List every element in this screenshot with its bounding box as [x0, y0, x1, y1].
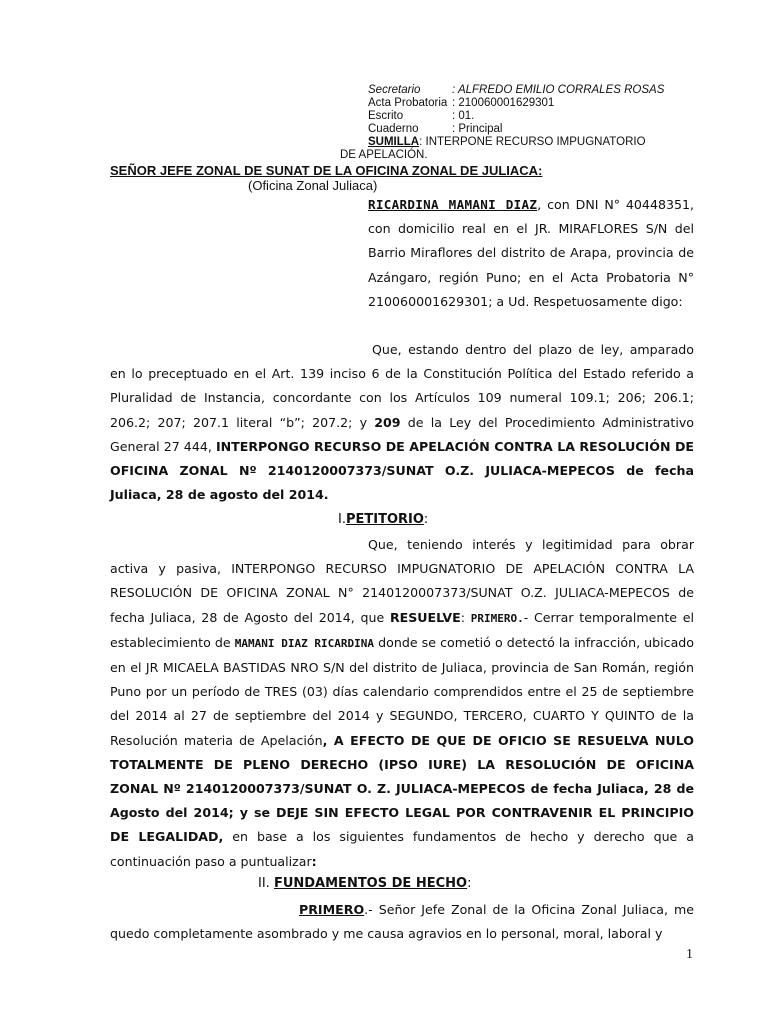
- petitioner-name: RICARDINA MAMANI DIAZ: [368, 197, 538, 212]
- sumilla-row: [368, 136, 698, 149]
- section-fundamentos-heading: [258, 876, 471, 891]
- section-petitorio-number: I.: [338, 512, 346, 527]
- appeal-text-2: de la Ley del Procedimiento Administrativo General 27 444,: [110, 414, 694, 454]
- petitorio-bold-request: , A EFECTO DE QUE DE OFICIO SE RESUELVA NULO TOTALMENTE DE PLENO DERECHO (IPSO IURE) LA RESOLUCIÓN DE OFICINA ZONAL Nº 2140120007373/SUNAT O. Z. JULIACA-MEPECOS de fecha Juliaca, 28 de Agosto del 2014; y se DEJE SIN EFECTO LEGAL POR CONTRAVENIR EL PRINCIPIO DE LEGALIDAD,: [110, 732, 694, 845]
- paragraph-appeal: [110, 338, 694, 507]
- sumilla-continuation: DE APELACIÓN.: [340, 149, 428, 161]
- page-number: 1: [686, 947, 693, 962]
- intro-paragraph: [368, 193, 694, 314]
- section-fundamentos-colon: :: [467, 876, 472, 891]
- intro-text: , con DNI N° 40448351, con domicilio real en el JR. MIRAFLORES S/N del Barrio Miraflores del distrito de Arapa, provincia de Azángaro, región Puno; en el Acta Probatoria N° 210060001629301; a Ud. Respetuosamente digo:: [368, 197, 695, 309]
- escrito-label: Escrito: [368, 110, 404, 122]
- section-fundamentos-number: II.: [258, 876, 270, 891]
- escrito-value: : 01.: [452, 110, 475, 122]
- section-petitorio-heading: [338, 512, 428, 527]
- petitorio-text-1: Que, teniendo interés y legitimidad para obrar activa y pasiva, INTERPONGO RECURSO IMPUGNATORIO DE APELACIÓN CONTRA LA RESOLUCIÓN DE OFICINA ZONAL N° 2140120007373/SUNAT O.Z. JULIACA-MEPECOS de fecha Juliaca, 28 de Agosto del 2014, que: [110, 537, 694, 625]
- sumilla-label: SUMILLA: [368, 136, 420, 148]
- section-petitorio-colon: :: [423, 512, 429, 527]
- cuaderno-row: [368, 123, 698, 136]
- petitorio-text-4: donde se cometió o detectó la infracción, ubicado en el JR MICAELA BASTIDAS NRO S/N del distrito de Juliaca, provincia de San Román, región Puno por un período de TRES (03) días calendario comprendidos entre el 25 de septiembre del 2014 al 27 de septiembre del 2014 y SEGUNDO, TERCERO, CUARTO Y QUINTO de la Resolución materia de Apelación: [110, 634, 694, 748]
- escrito-row: [368, 110, 698, 123]
- petitorio-text-2: :: [460, 609, 471, 625]
- cuaderno-label: Cuaderno: [368, 123, 419, 135]
- section-petitorio-title: PETITORIO: [345, 512, 424, 527]
- addressee-office: (Oficina Zonal Juliaca): [248, 178, 378, 193]
- petitorio-bold-name: MAMANI DIAZ RICARDINA: [234, 636, 375, 650]
- secretario-value: : ALFREDO EMILIO CORRALES ROSAS: [452, 84, 665, 96]
- appeal-bold-resolution: INTERPONGO RECURSO DE APELACIÓN CONTRA LA RESOLUCIÓN DE OFICINA ZONAL Nº 2140120007373/SUNAT O.Z. JULIACA-MEPECOS de fecha Juliaca, 28 de agosto del 2014.: [110, 438, 694, 503]
- case-header: [368, 84, 698, 149]
- petitorio-bold-colon: :: [311, 853, 317, 869]
- petitorio-text-3: - Cerrar temporalmente el establecimiento de: [110, 609, 694, 650]
- appeal-text-1: Que, estando dentro del plazo de ley, amparado en lo preceptuado en el Art. 139 inciso 6 de la Constitución Política del Estado referido a Pluralidad de Instancia, concordante con los Artículos 109 numeral 109.1; 206; 206.1; 206.2; 207; 207.1 literal “b”; 207.2; y: [110, 342, 694, 430]
- cuaderno-value: : Principal: [452, 123, 503, 135]
- addressee-line: SEÑOR JEFE ZONAL DE SUNAT DE LA OFICINA ZONAL DE JULIACA:: [110, 163, 543, 178]
- secretario-row: [368, 84, 698, 97]
- sumilla-value: : INTERPONE RECURSO IMPUGNATORIO: [419, 136, 646, 148]
- section-fundamentos-title: FUNDAMENTOS DE HECHO: [273, 876, 468, 891]
- acta-label: Acta Probatoria: [368, 97, 448, 109]
- acta-value: : 210060001629301: [452, 97, 555, 109]
- appeal-bold-article: 209: [374, 414, 401, 430]
- paragraph-primero: [110, 898, 694, 946]
- primero-text: .- Señor Jefe Zonal de la Oficina Zonal Juliaca, me quedo completamente asombrado y me causa agravios en lo personal, moral, laboral y: [110, 902, 694, 942]
- acta-row: [368, 97, 698, 110]
- paragraph-petitorio: [110, 533, 694, 874]
- petitorio-bold-primero: PRIMERO.: [470, 611, 524, 625]
- petitorio-bold-resuelve: RESUELVE: [389, 609, 461, 625]
- secretario-label: Secretario: [368, 84, 421, 96]
- primero-label: PRIMERO: [299, 902, 365, 917]
- petitorio-text-5: en base a los siguientes fundamentos de hecho y derecho que a continuación paso a puntualizar: [110, 829, 694, 869]
